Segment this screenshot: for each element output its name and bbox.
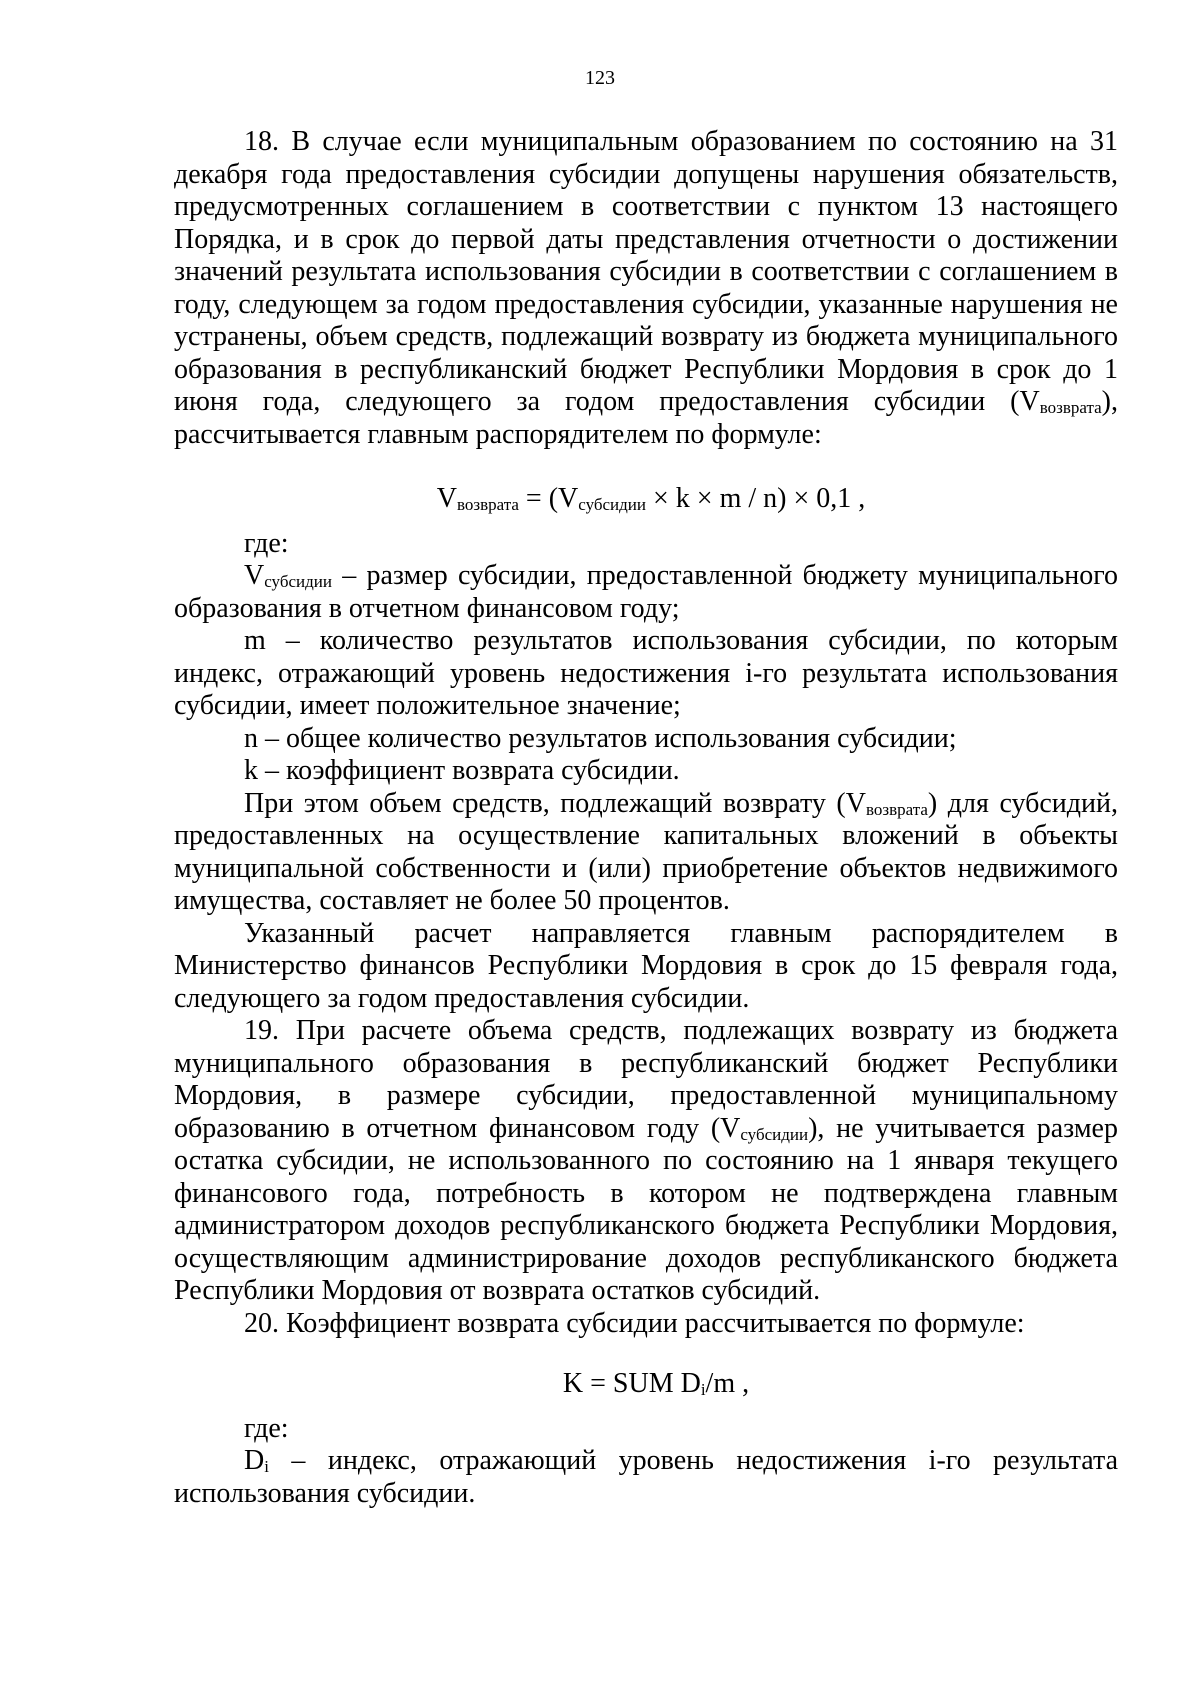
where-label-2: где:	[244, 1412, 289, 1444]
page-number: 123	[585, 67, 615, 89]
definition-d-index: $D_i$ – индекс, отражающий уровень недостижения i-го результата использования субсидии.	[174, 1445, 1118, 1509]
paragraph-calculation-submission: Указанный расчет направляется главным распорядителем в Министерство финансов Республики Мордовия в срок до 15 февраля года, следующего за годом предоставления субсидии.	[174, 917, 1118, 1014]
paragraph-return-limit: При этом объем средств, подлежащий возврату $(V_{возврата})$ для субсидий, предоставленных на осуществление капитальных вложений в объекты муниципальной собственности и (или) приобретение объектов недвижимого имущества, составляет не более 50 процентов.	[174, 787, 1118, 916]
document-body	[174, 126, 1118, 1510]
definition-n: n – общее количество результатов использования субсидии;	[244, 722, 957, 754]
paragraph-20: 20. Коэффициент возврата субсидии рассчитывается по формуле:	[244, 1307, 1025, 1339]
definition-m: m – количество результатов использования субсидии, по которым индекс, отражающий уровень недостижения i-го результата использования субсидии, имеет положительное значение;	[174, 625, 1118, 721]
where-label: где:	[244, 527, 289, 559]
definition-v-subsidy: $V_{субсидии}$ – размер субсидии, предоставленной бюджету муниципального образования в отчетном финансовом году;	[174, 560, 1118, 624]
paragraph-18: 18. В случае если муниципальным образованием по состоянию на 31 декабря года предоставления субсидии допущены нарушения обязательств, предусмотренных соглашением в соответствии с пунктом 13 настоящего Порядка, и в срок до первой даты представления отчетности о достижении значений результата использования субсидии в соответствии с соглашением в году, следующем за годом предоставления субсидии, указанные нарушения не устранены, объем средств, подлежащий возврату из бюджета муниципального образования в республиканский бюджет Республики Мордовия в срок до 1 июня года, следующего за годом предоставления субсидии $(V_{возврата})$, рассчитывается главным распорядителем по формуле:	[174, 126, 1118, 450]
formula-return-volume: $V_{возврата} = (V_{субсидии} \times k \times m / n) \times 0,1$ ,	[436, 483, 866, 514]
definition-k: k – коэффициент возврата субсидии.	[244, 755, 680, 786]
paragraph-19: 19. При расчете объема средств, подлежащих возврату из бюджета муниципального образования в республиканский бюджет Республики Мордовия, в размере субсидии, предоставленной муниципальному образованию в отчетном финансовом году $(V_{субсидии})$, не учитывается размер остатка субсидии, не использованного по состоянию на 1 января текущего финансового года, потребность в котором не подтверждена главным администратором доходов республиканского бюджета Республики Мордовия, осуществляющим администрирование доходов республиканского бюджета Республики Мордовия от возврата остатков субсидий.	[174, 1015, 1118, 1306]
formula-coefficient: K = SUM $D_i/m$ ,	[562, 1368, 750, 1399]
